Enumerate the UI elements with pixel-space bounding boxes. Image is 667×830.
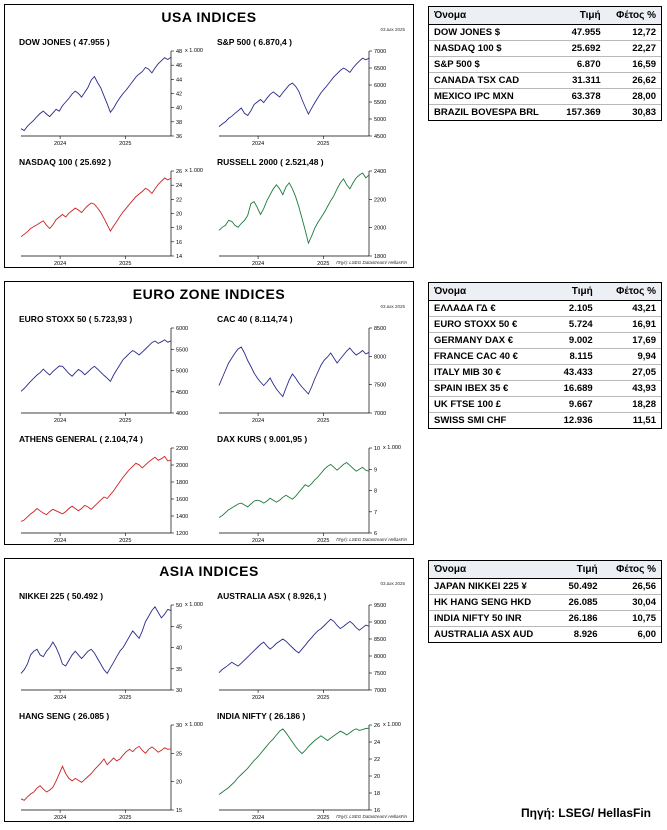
svg-text:24: 24 bbox=[374, 740, 381, 746]
chart-sp500 bbox=[217, 37, 399, 148]
svg-text:30: 30 bbox=[176, 688, 183, 694]
cell-name: MEXICO IPC MXN bbox=[429, 89, 556, 105]
chart-plot bbox=[19, 445, 201, 545]
chart-plot bbox=[19, 325, 201, 425]
axis-multiplier: x 1.000 bbox=[184, 168, 203, 174]
cell-pct: 22,27 bbox=[606, 41, 661, 57]
panel-date: 03 Δεκ 2025 bbox=[380, 581, 405, 586]
cell-value: 9.667 bbox=[548, 397, 598, 413]
chart-plot bbox=[217, 722, 399, 822]
svg-text:2400: 2400 bbox=[374, 169, 387, 175]
svg-text:48: 48 bbox=[176, 49, 183, 55]
cell-pct: 30,83 bbox=[632, 107, 656, 118]
cell-pct: 26,62 bbox=[606, 73, 661, 89]
column-header-name: Όνομα bbox=[429, 283, 548, 301]
cell-pct: 30,04 bbox=[603, 595, 661, 611]
svg-text:8000: 8000 bbox=[374, 654, 387, 660]
cell-value: 26.186 bbox=[557, 611, 603, 627]
cell-value: 26.085 bbox=[557, 595, 603, 611]
panel-asia-indices bbox=[4, 558, 414, 822]
table-row bbox=[429, 627, 661, 643]
data-table bbox=[429, 561, 661, 642]
svg-text:7000: 7000 bbox=[374, 688, 387, 694]
cell-name: SPAIN IBEX 35 € bbox=[429, 381, 548, 397]
table-row bbox=[429, 317, 661, 333]
cell-value: 12.936 bbox=[563, 415, 593, 426]
svg-text:35: 35 bbox=[176, 666, 183, 673]
table-row bbox=[429, 333, 661, 349]
svg-text:2024: 2024 bbox=[251, 418, 265, 424]
page-footer-source: Πηγή: LSEG/ HellasFin bbox=[520, 806, 651, 820]
cell-name: SWISS SMI CHF bbox=[434, 415, 507, 426]
chart-title: RUSSELL 2000 ( 2.521,48 ) bbox=[217, 157, 324, 167]
svg-text:1800: 1800 bbox=[176, 480, 189, 486]
cell-value: 43.433 bbox=[548, 365, 598, 381]
panel-euro-zone-indices bbox=[4, 281, 414, 545]
axis-multiplier: x 1.000 bbox=[184, 48, 203, 54]
svg-text:22: 22 bbox=[374, 757, 381, 763]
svg-text:6000: 6000 bbox=[374, 83, 387, 89]
svg-text:2024: 2024 bbox=[53, 418, 67, 424]
chart-plot bbox=[217, 445, 399, 545]
chart-title: ATHENS GENERAL ( 2.104,74 ) bbox=[19, 434, 143, 444]
cell-pct: 43,21 bbox=[598, 301, 661, 317]
cell-value: 8.926 bbox=[573, 629, 598, 640]
svg-text:2025: 2025 bbox=[317, 141, 330, 147]
table-row bbox=[429, 397, 661, 413]
chart-plot bbox=[217, 602, 399, 702]
svg-text:10: 10 bbox=[374, 446, 381, 452]
cell-value: 25.692 bbox=[556, 41, 605, 57]
svg-text:1400: 1400 bbox=[176, 514, 189, 520]
svg-text:16: 16 bbox=[374, 808, 381, 814]
cell-value: 157.369 bbox=[566, 107, 601, 118]
svg-text:2024: 2024 bbox=[251, 695, 265, 701]
svg-text:2025: 2025 bbox=[119, 815, 132, 821]
chart-plot bbox=[19, 602, 201, 702]
axis-multiplier: x 1.000 bbox=[184, 722, 203, 728]
cell-value: 8.115 bbox=[548, 349, 598, 365]
svg-text:14: 14 bbox=[176, 254, 183, 260]
table-row bbox=[429, 41, 661, 57]
cell-name: ITALY MIB 30 € bbox=[429, 365, 548, 381]
table-header-row bbox=[429, 7, 661, 25]
chart-title: DOW JONES ( 47.955 ) bbox=[19, 37, 110, 47]
cell-name: HK HANG SENG HKD bbox=[429, 595, 557, 611]
svg-text:8500: 8500 bbox=[374, 326, 387, 332]
cell-name: BRAZIL BOVESPA BRL bbox=[434, 107, 539, 118]
svg-text:4500: 4500 bbox=[176, 389, 189, 396]
svg-text:2200: 2200 bbox=[374, 197, 387, 204]
table-usa-indices bbox=[428, 6, 662, 121]
svg-text:4000: 4000 bbox=[176, 411, 189, 417]
chart-russell2000 bbox=[217, 157, 399, 268]
svg-text:5000: 5000 bbox=[176, 368, 189, 375]
svg-text:6000: 6000 bbox=[176, 326, 189, 332]
cell-name: NASDAQ 100 $ bbox=[429, 41, 556, 57]
chart-title: DAX KURS ( 9.001,95 ) bbox=[217, 434, 308, 444]
cell-pct: 12,72 bbox=[606, 25, 661, 41]
chart-india-nifty bbox=[217, 711, 399, 822]
cell-value: 5.724 bbox=[548, 317, 598, 333]
cell-name: ΕΛΛΑΔΑ ΓΔ € bbox=[429, 301, 548, 317]
chart-athens-general bbox=[19, 434, 201, 545]
svg-text:5500: 5500 bbox=[374, 100, 387, 106]
panel-title: USA INDICES bbox=[161, 9, 257, 25]
cell-value: 6.870 bbox=[556, 57, 605, 73]
svg-text:2025: 2025 bbox=[119, 538, 132, 544]
svg-text:26: 26 bbox=[374, 723, 381, 729]
cell-value: 31.311 bbox=[556, 73, 605, 89]
chart-title: S&P 500 ( 6.870,4 ) bbox=[217, 37, 292, 47]
svg-text:2025: 2025 bbox=[119, 695, 132, 701]
panel-source: Πηγή: LSEG Datastream/ HellasFin bbox=[336, 260, 407, 265]
svg-text:2000: 2000 bbox=[176, 463, 189, 469]
svg-text:1800: 1800 bbox=[374, 254, 387, 260]
cell-name: FRANCE CAC 40 € bbox=[429, 349, 548, 365]
column-header-pct: Φέτος % bbox=[598, 283, 661, 301]
svg-text:1200: 1200 bbox=[176, 531, 189, 537]
svg-text:6: 6 bbox=[374, 531, 378, 537]
svg-text:20: 20 bbox=[176, 779, 183, 786]
svg-text:42: 42 bbox=[176, 91, 183, 98]
svg-text:20: 20 bbox=[374, 774, 381, 780]
svg-text:8: 8 bbox=[374, 488, 378, 495]
svg-text:18: 18 bbox=[176, 225, 183, 232]
table-euro-zone-indices bbox=[428, 282, 662, 429]
cell-value: 16.689 bbox=[548, 381, 598, 397]
column-header-name: Όνομα bbox=[429, 7, 556, 25]
panel-source: Πηγή: LSEG Datastream/ HellasFin bbox=[336, 537, 407, 542]
column-header-value: Τιμή bbox=[557, 561, 603, 579]
svg-text:26: 26 bbox=[176, 169, 183, 175]
svg-text:2024: 2024 bbox=[251, 538, 265, 544]
cell-pct: 16,91 bbox=[598, 317, 661, 333]
table-row bbox=[429, 413, 661, 429]
svg-text:45: 45 bbox=[176, 624, 183, 631]
svg-text:7500: 7500 bbox=[374, 671, 387, 677]
svg-text:2025: 2025 bbox=[317, 695, 330, 701]
chart-title: HANG SENG ( 26.085 ) bbox=[19, 711, 110, 721]
svg-text:18: 18 bbox=[374, 791, 381, 797]
chart-title: INDIA NIFTY ( 26.186 ) bbox=[217, 711, 306, 721]
chart-plot bbox=[217, 168, 399, 268]
svg-text:2024: 2024 bbox=[251, 815, 265, 821]
cell-name: S&P 500 $ bbox=[429, 57, 556, 73]
column-header-name: Όνομα bbox=[429, 561, 557, 579]
svg-text:2024: 2024 bbox=[53, 815, 67, 821]
cell-name: UK FTSE 100 £ bbox=[429, 397, 548, 413]
chart-plot bbox=[19, 168, 201, 268]
table-row bbox=[429, 611, 661, 627]
svg-text:40: 40 bbox=[176, 105, 183, 112]
svg-text:2000: 2000 bbox=[374, 225, 387, 232]
table-header-row bbox=[429, 561, 661, 579]
cell-pct: 43,93 bbox=[598, 381, 661, 397]
axis-multiplier: x 1.000 bbox=[184, 602, 203, 608]
svg-text:2024: 2024 bbox=[53, 538, 67, 544]
svg-text:2025: 2025 bbox=[317, 538, 330, 544]
svg-text:38: 38 bbox=[176, 119, 183, 126]
svg-text:7: 7 bbox=[374, 509, 378, 516]
cell-pct: 27,05 bbox=[598, 365, 661, 381]
cell-value: 63.378 bbox=[556, 89, 605, 105]
svg-text:2025: 2025 bbox=[119, 141, 132, 147]
table-row bbox=[429, 381, 661, 397]
svg-text:2024: 2024 bbox=[53, 695, 67, 701]
svg-text:5000: 5000 bbox=[374, 117, 387, 123]
svg-text:2024: 2024 bbox=[53, 141, 67, 147]
table-row bbox=[429, 25, 661, 41]
svg-text:8000: 8000 bbox=[374, 354, 387, 361]
svg-text:2025: 2025 bbox=[119, 261, 132, 267]
chart-title: EURO STOXX 50 ( 5.723,93 ) bbox=[19, 314, 133, 324]
column-header-pct: Φέτος % bbox=[606, 7, 661, 25]
chart-euro-stoxx-50 bbox=[19, 314, 201, 425]
panel-date: 03 Δεκ 2025 bbox=[380, 27, 405, 32]
cell-pct: 16,59 bbox=[606, 57, 661, 73]
chart-title: NASDAQ 100 ( 25.692 ) bbox=[19, 157, 112, 167]
chart-plot bbox=[217, 325, 399, 425]
svg-text:22: 22 bbox=[176, 197, 183, 204]
chart-cac-40 bbox=[217, 314, 399, 425]
cell-value: 50.492 bbox=[557, 579, 603, 595]
chart-nasdaq100 bbox=[19, 157, 201, 268]
table-row bbox=[429, 105, 661, 121]
svg-text:8500: 8500 bbox=[374, 637, 387, 643]
svg-text:6500: 6500 bbox=[374, 66, 387, 72]
cell-pct: 6,00 bbox=[637, 629, 656, 640]
svg-text:9500: 9500 bbox=[374, 603, 387, 609]
table-row bbox=[429, 73, 661, 89]
chart-plot bbox=[19, 48, 201, 148]
svg-text:2025: 2025 bbox=[317, 815, 330, 821]
chart-australia-asx bbox=[217, 591, 399, 702]
column-header-value: Τιμή bbox=[556, 7, 605, 25]
svg-text:36: 36 bbox=[176, 134, 183, 140]
svg-text:5500: 5500 bbox=[176, 347, 189, 354]
cell-name: JAPAN NIKKEI 225 ¥ bbox=[429, 579, 557, 595]
cell-value: 9.002 bbox=[548, 333, 598, 349]
column-header-value: Τιμή bbox=[548, 283, 598, 301]
table-row bbox=[429, 579, 661, 595]
svg-text:2025: 2025 bbox=[119, 418, 132, 424]
svg-text:1600: 1600 bbox=[176, 497, 189, 503]
cell-name: EURO STOXX 50 € bbox=[429, 317, 548, 333]
svg-text:7000: 7000 bbox=[374, 411, 387, 417]
table-row bbox=[429, 57, 661, 73]
svg-text:2024: 2024 bbox=[251, 141, 265, 147]
panel-title: EURO ZONE INDICES bbox=[132, 286, 286, 302]
cell-pct: 28,00 bbox=[606, 89, 661, 105]
svg-text:2025: 2025 bbox=[317, 418, 330, 424]
cell-pct: 17,69 bbox=[598, 333, 661, 349]
cell-pct: 18,28 bbox=[598, 397, 661, 413]
panel-source: Πηγή: LSEG Datastream/ HellasFin bbox=[336, 814, 407, 819]
svg-text:30: 30 bbox=[176, 723, 183, 729]
cell-name: INDIA NIFTY 50 INR bbox=[429, 611, 557, 627]
chart-title: AUSTRALIA ASX ( 8.926,1 ) bbox=[217, 591, 327, 601]
svg-text:2200: 2200 bbox=[176, 446, 189, 452]
chart-dax-kurs bbox=[217, 434, 399, 545]
cell-pct: 26,56 bbox=[603, 579, 661, 595]
cell-value: 47.955 bbox=[556, 25, 605, 41]
data-table bbox=[429, 7, 661, 120]
chart-plot bbox=[217, 48, 399, 148]
axis-multiplier: x 1.000 bbox=[382, 722, 401, 728]
panel-title: ASIA INDICES bbox=[159, 563, 259, 579]
svg-text:4500: 4500 bbox=[374, 134, 387, 140]
svg-text:9: 9 bbox=[374, 467, 378, 474]
table-row bbox=[429, 365, 661, 381]
svg-text:40: 40 bbox=[176, 645, 183, 652]
table-header-row bbox=[429, 283, 661, 301]
panel-date: 03 Δεκ 2025 bbox=[380, 304, 405, 309]
svg-text:2025: 2025 bbox=[317, 261, 330, 267]
data-table bbox=[429, 283, 661, 428]
svg-text:2024: 2024 bbox=[53, 261, 67, 267]
svg-text:7000: 7000 bbox=[374, 49, 387, 55]
cell-name: DOW JONES $ bbox=[429, 25, 556, 41]
table-row bbox=[429, 301, 661, 317]
cell-name: GERMANY DAX € bbox=[429, 333, 548, 349]
chart-nikkei-225 bbox=[19, 591, 201, 702]
cell-pct: 9,94 bbox=[598, 349, 661, 365]
cell-value: 2.105 bbox=[548, 301, 598, 317]
cell-name: AUSTRALIA ASX AUD bbox=[434, 629, 534, 640]
svg-text:20: 20 bbox=[176, 211, 183, 218]
chart-plot bbox=[19, 722, 201, 822]
chart-title: CAC 40 ( 8.114,74 ) bbox=[217, 314, 293, 324]
table-row bbox=[429, 89, 661, 105]
table-row bbox=[429, 349, 661, 365]
svg-text:9000: 9000 bbox=[374, 620, 387, 626]
table-row bbox=[429, 595, 661, 611]
svg-text:46: 46 bbox=[176, 63, 183, 70]
svg-text:50: 50 bbox=[176, 603, 183, 609]
svg-text:2024: 2024 bbox=[251, 261, 265, 267]
cell-pct: 10,75 bbox=[603, 611, 661, 627]
svg-text:44: 44 bbox=[176, 77, 183, 84]
cell-name: CANADA TSX CAD bbox=[429, 73, 556, 89]
svg-text:25: 25 bbox=[176, 751, 183, 758]
chart-hang-seng bbox=[19, 711, 201, 822]
table-asia-indices bbox=[428, 560, 662, 643]
column-header-pct: Φέτος % bbox=[603, 561, 661, 579]
svg-text:16: 16 bbox=[176, 239, 183, 246]
svg-text:7500: 7500 bbox=[374, 382, 387, 389]
svg-text:24: 24 bbox=[176, 183, 183, 190]
svg-text:15: 15 bbox=[176, 808, 183, 814]
chart-title: NIKKEI 225 ( 50.492 ) bbox=[19, 591, 104, 601]
chart-dow-jones bbox=[19, 37, 201, 148]
axis-multiplier: x 1.000 bbox=[382, 445, 401, 451]
panel-usa-indices bbox=[4, 4, 414, 268]
cell-pct: 11,51 bbox=[632, 415, 656, 426]
